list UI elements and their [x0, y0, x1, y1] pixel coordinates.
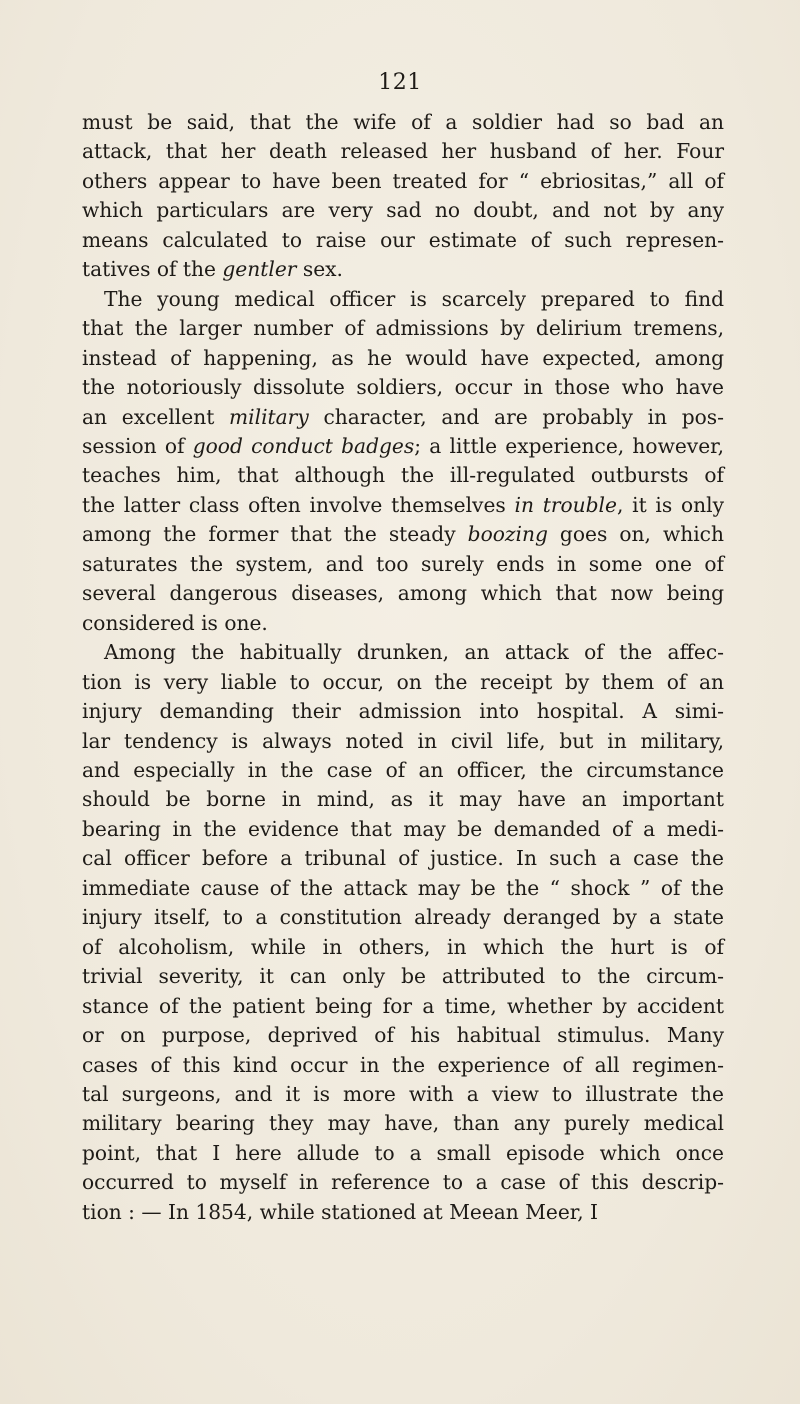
text-run: ; a little experience, however, — [414, 433, 725, 458]
text-run: of alcoholism, while in others, in which the hurt is of — [82, 934, 724, 959]
text-run: means calculated to raise our estimate of such represen- — [82, 227, 724, 252]
text-run: must be said, that the wife of a soldier had so bad an — [82, 110, 724, 134]
text-run: trivial severity, it can only be attributed to the circum- — [82, 964, 724, 989]
text-run: tion is very liable to occur, on the receipt by them of an — [82, 669, 724, 694]
text-line — [82, 255, 724, 284]
text-run: the notoriously dissolute soldiers, occur in those who have — [82, 375, 724, 400]
text-run: The young medical officer is scarcely prepared to find — [104, 286, 724, 311]
paragraph — [82, 285, 724, 638]
text-run: among the former that the steady — [82, 522, 468, 547]
text-run: lar tendency is always noted in civil life, but in military, — [82, 728, 724, 753]
text-run: military bearing they may have, than any purely medical — [82, 1111, 724, 1136]
text-line — [82, 344, 724, 373]
text-line — [82, 461, 724, 490]
body-text — [82, 108, 724, 1227]
text-line — [82, 933, 724, 962]
text-run: attack, that her death released her husband of her. Four — [82, 139, 724, 164]
text-line — [82, 285, 724, 314]
text-line — [82, 167, 724, 196]
italic-text-run: gentler — [222, 257, 297, 282]
text-line — [82, 1198, 724, 1227]
text-line — [82, 756, 724, 785]
text-run: considered is one. — [82, 610, 268, 635]
text-run: or on purpose, deprived of his habitual stimulus. Many — [82, 1023, 724, 1048]
italic-text-run: in trouble — [514, 492, 617, 517]
text-run: teaches him, that although the ill-regulated outbursts of — [82, 463, 724, 488]
text-line — [82, 638, 724, 667]
text-line — [82, 1168, 724, 1197]
text-line — [82, 196, 724, 225]
text-run: cal officer before a tribunal of justice. In such a case the — [82, 846, 724, 871]
italic-text-run: good conduct badges — [192, 433, 415, 458]
text-line — [82, 727, 724, 756]
text-run: instead of happening, as he would have expected, among — [82, 345, 724, 370]
paragraph — [82, 638, 724, 1227]
text-run: injury demanding their admission into hospital. A simi- — [82, 699, 724, 724]
text-line — [82, 785, 724, 814]
text-run: that the larger number of admissions by delirium tremens, — [82, 316, 724, 341]
text-run: point, that I here allude to a small episode which once — [82, 1140, 724, 1165]
text-line — [82, 550, 724, 579]
text-run: sex. — [296, 257, 343, 282]
text-run: the latter class often involve themselves — [82, 492, 515, 517]
text-line — [82, 226, 724, 255]
text-run: , it is only — [616, 492, 724, 517]
text-line — [82, 697, 724, 726]
text-run: goes on, which — [547, 522, 724, 547]
text-line — [82, 1139, 724, 1168]
text-line — [82, 108, 724, 137]
text-run: saturates the system, and too surely ends in some one of — [82, 551, 724, 576]
text-line — [82, 962, 724, 991]
text-line — [82, 903, 724, 932]
text-line — [82, 579, 724, 608]
text-run: immediate cause of the attack may be the “ shock ” of the — [82, 875, 724, 900]
text-run: several dangerous diseases, among which that now being — [82, 581, 724, 606]
text-run: injury itself, to a constitution already deranged by a state — [82, 905, 724, 930]
text-line — [82, 844, 724, 873]
text-line — [82, 137, 724, 166]
text-line — [82, 668, 724, 697]
text-run: and especially in the case of an officer, the circumstance — [82, 757, 724, 782]
italic-text-run: military — [229, 404, 309, 429]
text-line — [82, 1051, 724, 1080]
text-line — [82, 1021, 724, 1050]
text-line — [82, 373, 724, 402]
text-run: which particulars are very sad no doubt, and not by any — [82, 198, 724, 223]
text-line — [82, 403, 724, 432]
text-line — [82, 491, 724, 520]
text-run: cases of this kind occur in the experience of all regimen- — [82, 1052, 724, 1077]
italic-text-run: boozing — [467, 522, 548, 547]
paragraph — [82, 108, 724, 285]
text-run: stance of the patient being for a time, whether by accident — [82, 993, 724, 1018]
text-line — [82, 1080, 724, 1109]
text-line — [82, 1109, 724, 1138]
text-run: bearing in the evidence that may be demanded of a medi- — [82, 816, 724, 841]
text-run: character, and are probably in pos- — [308, 404, 724, 429]
text-line — [82, 815, 724, 844]
text-run: session of — [82, 433, 193, 458]
text-line — [82, 992, 724, 1021]
text-run: Among the habitually drunken, an attack of the affec- — [104, 640, 724, 665]
text-line — [82, 520, 724, 549]
text-line — [82, 432, 724, 461]
text-run: tatives of the — [82, 257, 223, 282]
text-run: occurred to myself in reference to a case of this descrip- — [82, 1170, 724, 1195]
text-run: tal surgeons, and it is more with a view to illustrate the — [82, 1081, 724, 1106]
text-run: tion : — In 1854, while stationed at Meean Meer, I — [82, 1199, 599, 1224]
text-run: should be borne in mind, as it may have an important — [82, 787, 724, 812]
text-line — [82, 874, 724, 903]
text-run: an excellent — [82, 404, 230, 429]
text-line — [82, 609, 724, 638]
text-run: others appear to have been treated for “ ebriositas,” all of — [82, 168, 724, 193]
page-number: 121 — [378, 70, 422, 95]
text-line — [82, 314, 724, 343]
